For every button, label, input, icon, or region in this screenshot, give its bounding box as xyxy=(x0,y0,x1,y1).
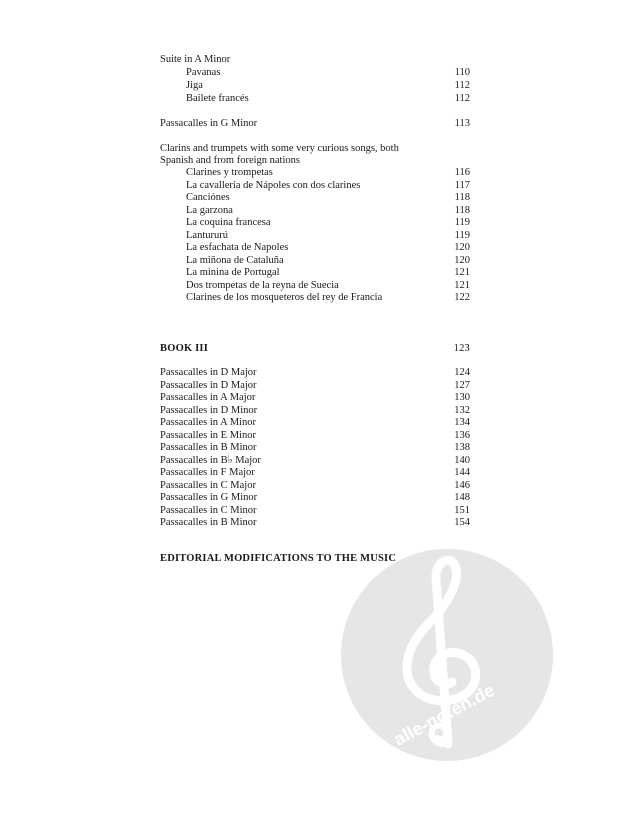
entry-title: Passacalles in E Minor xyxy=(160,430,256,441)
entry-title: La coquina francesa xyxy=(186,217,271,228)
toc-entry xyxy=(160,391,470,404)
entry-page: 119 xyxy=(454,217,470,228)
clarins-heading-line1: Clarins and trumpets with some very curious songs, both xyxy=(160,143,399,154)
toc-entry xyxy=(160,241,470,254)
entry-title: Passacalles in D Major xyxy=(160,367,257,378)
toc-entry xyxy=(160,516,470,529)
entry-page: 117 xyxy=(454,180,470,191)
entry-page: 110 xyxy=(454,67,470,78)
watermark-text: alle-noten.de xyxy=(390,679,498,750)
entry-title: La esfachata de Napoles xyxy=(186,242,289,253)
entry-page: 118 xyxy=(454,192,470,203)
entry-page: 124 xyxy=(454,367,470,378)
entry-page: 120 xyxy=(454,242,470,253)
suite-heading-label: Suite in A Minor xyxy=(160,54,231,65)
entry-page: 151 xyxy=(454,505,470,516)
toc-entry xyxy=(160,92,470,105)
entry-page: 116 xyxy=(454,167,470,178)
toc-entry xyxy=(160,441,470,454)
entry-title: Passacalles in D Major xyxy=(160,380,257,391)
entry-title: La garzona xyxy=(186,205,233,216)
entry-page: 132 xyxy=(454,405,470,416)
entry-page: 121 xyxy=(454,280,470,291)
toc-entry xyxy=(160,366,470,379)
entry-page: 146 xyxy=(454,480,470,491)
entry-title: Dos trompetas de la reyna de Suecia xyxy=(186,280,339,291)
entry-title: Lantururú xyxy=(186,230,228,241)
entry-page: 118 xyxy=(454,205,470,216)
entry-page: 127 xyxy=(454,380,470,391)
toc-entry xyxy=(160,79,470,92)
entry-page: 120 xyxy=(454,255,470,266)
entry-page: 112 xyxy=(454,93,470,104)
entry-page: 112 xyxy=(454,80,470,91)
toc-entry xyxy=(160,191,470,204)
entry-page: 122 xyxy=(454,292,470,303)
entry-title: Clarines y trompetas xyxy=(186,167,273,178)
suite-heading xyxy=(160,53,470,66)
entry-page: 144 xyxy=(454,467,470,478)
section-title: BOOK III xyxy=(160,343,208,354)
entry-title: Passacalles in C Major xyxy=(160,480,256,491)
toc-entry xyxy=(160,466,470,479)
section-page: 123 xyxy=(453,343,470,354)
entry-title: Passacalles in A Minor xyxy=(160,417,256,428)
entry-title: Canciónes xyxy=(186,192,230,203)
toc-entry xyxy=(160,166,470,179)
entry-page: 113 xyxy=(454,118,470,129)
entry-page: 140 xyxy=(454,455,470,466)
entry-title: Passacalles in C Minor xyxy=(160,505,257,516)
entry-title: Passacalles in F Major xyxy=(160,467,255,478)
book3-heading xyxy=(160,342,470,355)
entry-title: La cavalleria de Nápoles con dos clarines xyxy=(186,180,361,191)
entry-page: 136 xyxy=(454,430,470,441)
entry-page: 119 xyxy=(454,230,470,241)
toc-entry xyxy=(160,291,470,304)
entry-title: La miñona de Cataluña xyxy=(186,255,284,266)
toc-entry xyxy=(160,216,470,229)
toc-entry xyxy=(160,117,470,130)
entry-title: Passacalles in B Minor xyxy=(160,442,257,453)
entry-title: Passacalles in B♭ Major xyxy=(160,455,261,466)
entry-title: Passacalles in D Minor xyxy=(160,405,258,416)
entry-title: Passacalles in B Minor xyxy=(160,517,257,528)
entry-title: Jiga xyxy=(186,80,203,91)
toc-entry xyxy=(160,66,470,79)
section-title: EDITORIAL MODIFICATIONS TO THE MUSIC xyxy=(160,553,397,564)
entry-title: Passacalles in A Major xyxy=(160,392,256,403)
entry-title: Clarines de los mosqueteros del rey de Francia xyxy=(186,292,383,303)
entry-title: Passacalles in G Minor xyxy=(160,492,258,503)
entry-page: 154 xyxy=(454,517,470,528)
entry-title: Passacalles in G Minor xyxy=(160,118,258,129)
entry-page: 138 xyxy=(454,442,470,453)
clarins-heading-line2: Spanish and from foreign nations xyxy=(160,155,300,166)
entry-page: 148 xyxy=(454,492,470,503)
entry-page: 134 xyxy=(454,417,470,428)
toc-entry xyxy=(160,416,470,429)
toc-entry xyxy=(160,266,470,279)
entry-title: La minina de Portugal xyxy=(186,267,280,278)
entry-title: Bailete francés xyxy=(186,93,249,104)
watermark-logo xyxy=(340,548,554,762)
entry-page: 130 xyxy=(454,392,470,403)
entry-page: 121 xyxy=(454,267,470,278)
entry-title: Pavanas xyxy=(186,67,221,78)
toc-entry xyxy=(160,491,470,504)
